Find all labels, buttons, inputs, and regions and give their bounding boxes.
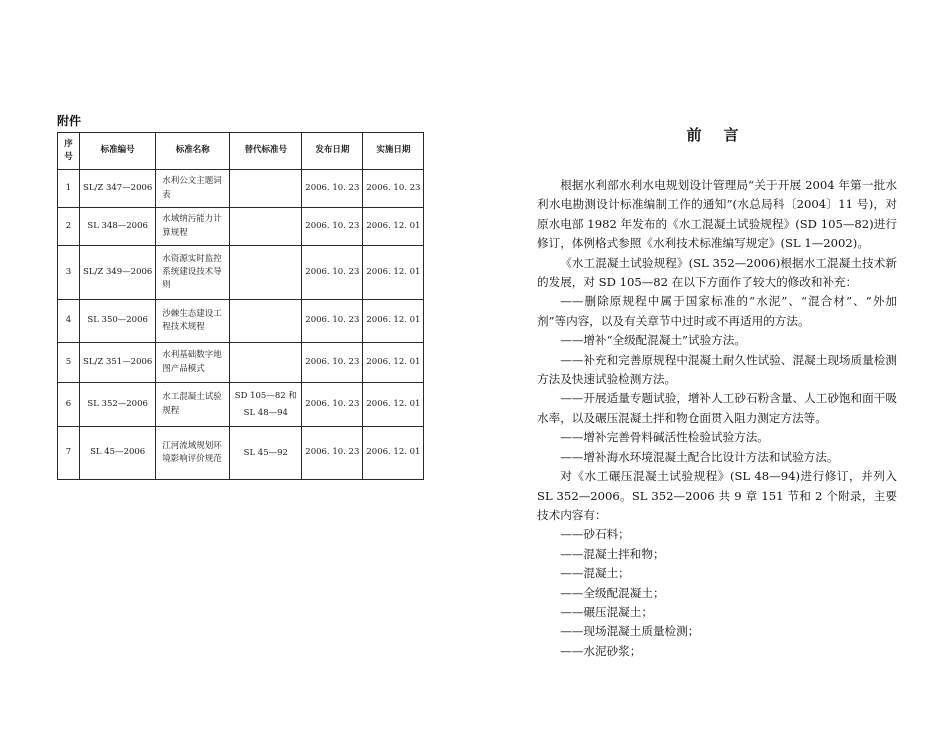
table-row [58,343,424,383]
table-row [58,383,424,427]
table-header-row [58,133,424,170]
content-list-item: ——混凝土拌和物； [560,546,665,561]
cell-code: SL 348—2006 [80,208,156,246]
col-header-no: 序号 [58,133,80,170]
cell-issued: 2006. 10. 23 [302,170,363,208]
col-header-issued: 发布日期 [302,133,363,170]
col-header-effective: 实施日期 [363,133,424,170]
cell-replaced [230,246,302,300]
cell-name: 江河流域规划环境影响评价规范 [156,427,230,480]
cell-no: 6 [58,383,80,427]
standards-table [57,132,424,480]
cell-issued: 2006. 10. 23 [302,427,363,480]
cell-effective: 2006. 12. 01 [363,246,424,300]
cell-replaced [230,208,302,246]
table-row [58,208,424,246]
cell-replaced [230,170,302,208]
preface-paragraph: 根据水利部水利水电规划设计管理局“关于开展 2004 年第一批水利水电勘测设计标准编制工作的通知”(水总局科〔2004〕11 号)，对原水电部 1982 年发布的《水工混凝土试验规程》(SD 105—82)进行修订，体例格式参照《水利技术标准编写规定》(SL 1—2002)。 [537,178,897,251]
content-list-item: ——砂石料； [560,527,630,542]
content-list-item: ——水泥砂浆； [560,643,642,658]
preface-paragraph: ——增补完善骨料碱活性检验试验方法。 [560,430,769,445]
preface-title: 前言 [686,126,761,144]
cell-no: 2 [58,208,80,246]
preface-paragraph: 《水工混凝土试验规程》(SL 352—2006)根据水工混凝土技术新的发展，对 SD 105—82 在以下方面作了较大的修改和补充： [537,255,897,290]
cell-no: 1 [58,170,80,208]
cell-issued: 2006. 10. 23 [302,343,363,383]
cell-effective: 2006. 12. 01 [363,343,424,383]
cell-replaced: SD 105—82 和 SL 48—94 [230,383,302,427]
content-list-item: ——混凝土； [560,566,630,581]
table-row [58,300,424,343]
preface-paragraph: ——开展适量专题试验，增补人工砂石粉含量、人工砂饱和面干吸水率，以及碾压混凝土拌和物仓面贯入阻力测定方法等。 [537,391,897,425]
cell-code: SL 352—2006 [80,383,156,427]
cell-code: SL/Z 349—2006 [80,246,156,300]
cell-name: 水利基础数字地图产品模式 [156,343,230,383]
cell-replaced: SL 45—92 [230,427,302,480]
cell-code: SL 350—2006 [80,300,156,343]
cell-issued: 2006. 10. 23 [302,246,363,300]
preface-paragraph: ——补充和完善原规程中混凝土耐久性试验、混凝土现场质量检测方法及快速试验检测方法。 [537,352,897,387]
table-row [58,170,424,208]
content-list-item: ——碾压混凝土； [560,604,653,619]
cell-issued: 2006. 10. 23 [302,383,363,427]
table-row [58,246,424,300]
cell-name: 水资源实时监控系统建设技术导则 [156,246,230,300]
col-header-name: 标准名称 [156,133,230,170]
cell-code: SL/Z 347—2006 [80,170,156,208]
preface-paragraph: ——增补“全级配混凝土”试验方法。 [560,333,746,348]
content-list-item: ——全级配混凝土； [560,585,665,600]
cell-replaced [230,343,302,383]
cell-effective: 2006. 12. 01 [363,300,424,343]
preface-paragraph: ——增补海水环境混凝土配合比设计方法和试验方法。 [560,449,839,464]
cell-effective: 2006. 12. 01 [363,427,424,480]
col-header-code: 标准编号 [80,133,156,170]
preface-paragraph: 对《水工碾压混凝土试验规程》(SL 48—94)进行修订，并列入 SL 352—2006。SL 352—2006 共 9 章 151 节和 2 个附录，主要技术内容有： [537,469,897,522]
cell-name: 沙棘生态建设工程技术规程 [156,300,230,343]
cell-no: 4 [58,300,80,343]
attachment-title: 附件 [57,114,82,128]
col-header-replaced: 替代标准号 [230,133,302,170]
content-list-item: ——现场混凝土质量检测； [560,624,700,639]
cell-code: SL/Z 351—2006 [80,343,156,383]
cell-issued: 2006. 10. 23 [302,208,363,246]
cell-no: 5 [58,343,80,383]
cell-no: 7 [58,427,80,480]
table-row [58,427,424,480]
cell-effective: 2006. 12. 01 [363,208,424,246]
cell-effective: 2006. 12. 01 [363,383,424,427]
cell-no: 3 [58,246,80,300]
cell-issued: 2006. 10. 23 [302,300,363,343]
cell-name: 水工混凝土试验规程 [156,383,230,427]
cell-effective: 2006. 10. 23 [363,170,424,208]
cell-code: SL 45—2006 [80,427,156,480]
cell-name: 水域纳污能力计算规程 [156,208,230,246]
preface-paragraph: ——删除原规程中属于国家标准的“水泥”、“混合材”、“外加剂”等内容，以及有关章节中过时或不再适用的方法。 [537,294,897,328]
cell-name: 水利公文主题词表 [156,170,230,208]
cell-replaced [230,300,302,343]
preface-body [537,176,897,661]
